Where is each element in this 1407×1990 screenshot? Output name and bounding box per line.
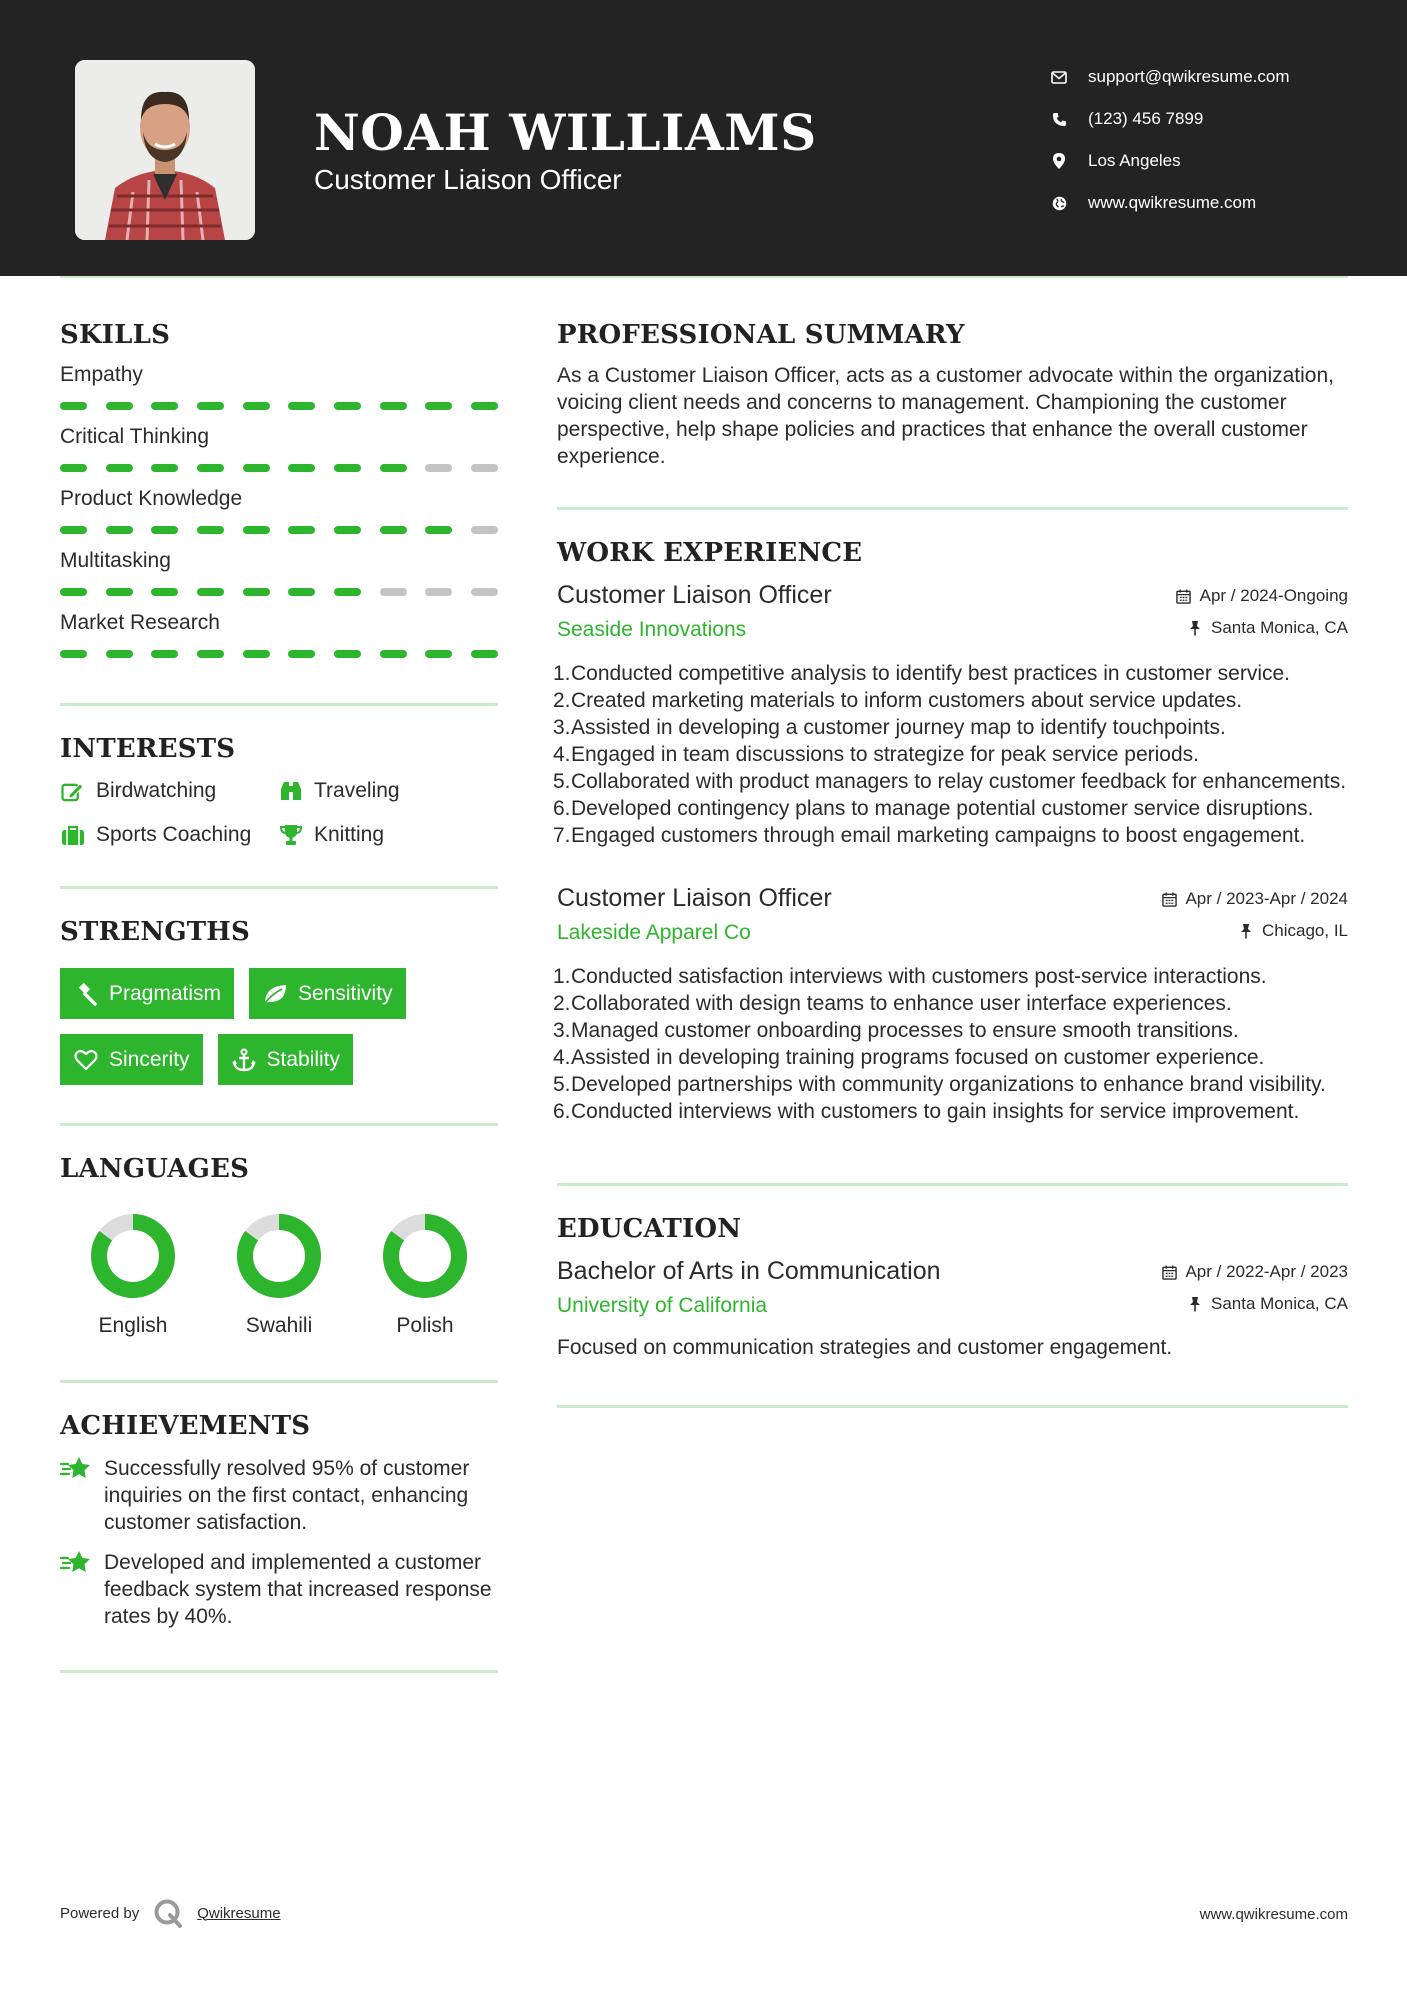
contact-phone[interactable] xyxy=(1050,98,1290,140)
contact-website[interactable] xyxy=(1050,182,1290,224)
powered-by-text: Powered by xyxy=(60,1904,140,1922)
bullet-text: Created marketing materials to inform customers about service updates. xyxy=(571,689,1243,712)
language-proficiency-donut xyxy=(89,1212,177,1300)
skill-dot-filled xyxy=(288,464,315,472)
skill-dot-filled xyxy=(334,526,361,534)
skill-dot-filled xyxy=(151,402,178,410)
bullet-text: Engaged customers through email marketing campaigns to boost engagement. xyxy=(571,824,1306,847)
bullet-number: 6. xyxy=(553,797,571,820)
interest-item xyxy=(278,776,478,806)
job-location xyxy=(1238,921,1348,941)
skill-dot-filled xyxy=(60,464,87,472)
job-date-text: Apr / 2023-Apr / 2024 xyxy=(1185,889,1348,908)
interests-divider xyxy=(60,886,498,889)
candidate-role: Customer Liaison Officer xyxy=(314,164,622,195)
skill-dot-filled xyxy=(197,464,224,472)
education-section xyxy=(557,1214,1348,1361)
skill-item xyxy=(60,609,498,658)
skill-item xyxy=(60,423,498,472)
job-bullets xyxy=(553,963,1348,1125)
interest-label: Sports Coaching xyxy=(96,823,252,846)
skill-dot-filled xyxy=(106,402,133,410)
languages-title: LANGUAGES xyxy=(60,1154,250,1184)
job-bullet xyxy=(553,1017,1348,1044)
bullet-text: Managed customer onboarding processes to ensure smooth transitions. xyxy=(571,1019,1239,1042)
skill-dot-filled xyxy=(60,588,87,596)
job-date xyxy=(1176,586,1348,606)
skill-dot-filled xyxy=(380,650,407,658)
language-item xyxy=(60,1212,206,1338)
skill-dot-filled xyxy=(151,464,178,472)
languages-list xyxy=(60,1212,498,1338)
job-bullet xyxy=(553,795,1348,822)
strength-badge xyxy=(218,1034,354,1085)
binoculars-icon xyxy=(278,779,303,804)
skill-dot-filled xyxy=(380,402,407,410)
skills-list xyxy=(60,361,498,658)
bullet-number: 6. xyxy=(553,1100,571,1123)
skill-level-bar xyxy=(60,650,498,658)
job-bullet xyxy=(553,963,1348,990)
language-item xyxy=(206,1212,352,1338)
leaf-icon xyxy=(262,981,288,1007)
skill-level-bar xyxy=(60,526,498,534)
education-date-text: Apr / 2022-Apr / 2023 xyxy=(1185,1262,1348,1281)
skill-item xyxy=(60,485,498,534)
skill-name: Market Research xyxy=(60,611,220,634)
experience-title: WORK EXPERIENCE xyxy=(557,538,863,568)
strength-label: Sensitivity xyxy=(298,981,393,1005)
job-bullet xyxy=(553,990,1348,1017)
contact-website-text: www.qwikresume.com xyxy=(1088,193,1257,212)
footer-powered-by xyxy=(60,1898,281,1928)
experience-divider xyxy=(557,1183,1348,1186)
job-bullet xyxy=(553,741,1348,768)
skill-dot-filled xyxy=(288,526,315,534)
skill-dot-filled xyxy=(288,650,315,658)
skill-dot-filled xyxy=(288,588,315,596)
bullet-text: Developed partnerships with community organizations to enhance brand visibility. xyxy=(571,1073,1326,1096)
achievement-item xyxy=(60,1455,498,1536)
skill-dot-filled xyxy=(380,526,407,534)
skill-dot-filled xyxy=(334,464,361,472)
achievements-divider xyxy=(60,1670,498,1673)
skill-dot-empty xyxy=(425,464,452,472)
bullet-text: Conducted interviews with customers to gain insights for service improvement. xyxy=(571,1100,1300,1123)
gavel-icon xyxy=(73,981,99,1007)
summary-title: PROFESSIONAL SUMMARY xyxy=(557,320,965,350)
bullet-number: 4. xyxy=(553,743,571,766)
skills-title: SKILLS xyxy=(60,320,171,350)
skill-dot-filled xyxy=(106,588,133,596)
language-name: English xyxy=(98,1314,168,1337)
trophy-icon xyxy=(278,823,303,848)
job-bullet xyxy=(553,1044,1348,1071)
bullet-text: Conducted competitive analysis to identify best practices in customer service. xyxy=(571,662,1290,685)
pushpin-icon xyxy=(1238,923,1254,939)
skills-section xyxy=(60,320,498,658)
experience-jobs xyxy=(553,578,1348,1125)
interest-label: Knitting xyxy=(314,823,385,846)
skill-dot-filled xyxy=(334,402,361,410)
bullet-number: 5. xyxy=(553,770,571,793)
phone-icon xyxy=(1050,110,1068,128)
pushpin-icon xyxy=(1187,620,1203,636)
skill-dot-filled xyxy=(243,402,270,410)
bullet-number: 1. xyxy=(553,965,571,988)
skill-dot-filled xyxy=(197,650,224,658)
job-bullet xyxy=(553,822,1348,849)
job-bullets xyxy=(553,660,1348,849)
languages-divider xyxy=(60,1380,498,1383)
strengths-section xyxy=(60,917,498,1085)
skill-dot-filled xyxy=(60,526,87,534)
skill-dot-filled xyxy=(151,588,178,596)
education-location-text: Santa Monica, CA xyxy=(1210,1294,1348,1313)
footer-website[interactable]: www.qwikresume.com xyxy=(1199,1906,1348,1923)
language-name: Polish xyxy=(396,1314,454,1337)
job-bullet xyxy=(553,660,1348,687)
skill-dot-filled xyxy=(60,402,87,410)
contact-location xyxy=(1050,140,1290,182)
suitcase-icon xyxy=(60,823,85,848)
achievement-text: Successfully resolved 95% of customer inquiries on the first contact, enhancing customer satisfaction. xyxy=(104,1457,470,1534)
star-icon xyxy=(60,1455,94,1483)
interest-label: Traveling xyxy=(314,779,400,802)
bullet-text: Assisted in developing a customer journey map to identify touchpoints. xyxy=(571,716,1226,739)
calendar-icon xyxy=(1161,1264,1177,1280)
achievement-item xyxy=(60,1549,498,1630)
contact-list xyxy=(1050,56,1290,224)
skill-dot-empty xyxy=(471,464,498,472)
skill-dot-filled xyxy=(380,464,407,472)
strength-label: Stability xyxy=(266,1047,341,1071)
skill-dot-empty xyxy=(425,588,452,596)
bullet-text: Collaborated with design teams to enhance user interface experiences. xyxy=(571,992,1232,1015)
bullet-number: 7. xyxy=(553,824,571,847)
skill-dot-filled xyxy=(243,526,270,534)
language-proficiency-donut xyxy=(381,1212,469,1300)
strength-label: Sincerity xyxy=(109,1047,190,1071)
job-bullet xyxy=(553,1098,1348,1125)
bullet-text: Collaborated with product managers to relay customer feedback for enhancements. xyxy=(571,770,1347,793)
language-name: Swahili xyxy=(245,1314,313,1337)
calendar-icon xyxy=(1176,588,1192,604)
skill-dot-filled xyxy=(151,526,178,534)
skill-dot-filled xyxy=(425,402,452,410)
resume-header xyxy=(0,0,1407,276)
star-icon xyxy=(60,1549,94,1577)
strength-badge xyxy=(249,968,406,1019)
skill-dot-filled xyxy=(243,464,270,472)
skill-dot-filled xyxy=(151,650,178,658)
languages-section xyxy=(60,1154,498,1338)
skill-dot-filled xyxy=(197,402,224,410)
bullet-number: 5. xyxy=(553,1073,571,1096)
skill-name: Critical Thinking xyxy=(60,425,209,448)
skill-item xyxy=(60,547,498,596)
skill-dot-filled xyxy=(197,588,224,596)
skill-dot-empty xyxy=(471,588,498,596)
skill-dot-filled xyxy=(106,464,133,472)
strength-badge xyxy=(60,1034,203,1085)
skill-dot-filled xyxy=(425,526,452,534)
job-date-text: Apr / 2024-Ongoing xyxy=(1199,586,1348,605)
skill-dot-filled xyxy=(243,650,270,658)
achievements-section xyxy=(60,1411,498,1630)
skill-name: Product Knowledge xyxy=(60,487,243,510)
summary-section xyxy=(557,320,1348,470)
skill-dot-filled xyxy=(425,650,452,658)
bullet-number: 4. xyxy=(553,1046,571,1069)
job-bullet xyxy=(553,1071,1348,1098)
education-location xyxy=(1187,1294,1348,1314)
globe-icon xyxy=(1050,194,1068,212)
job-company: Seaside Innovations xyxy=(557,618,747,641)
strengths-title: STRENGTHS xyxy=(60,917,251,947)
skill-level-bar xyxy=(60,464,498,472)
education-divider xyxy=(557,1405,1348,1408)
bullet-number: 2. xyxy=(553,689,571,712)
job-bullet xyxy=(553,687,1348,714)
bullet-text: Conducted satisfaction interviews with customers post-service interactions. xyxy=(571,965,1267,988)
skill-name: Multitasking xyxy=(60,549,171,572)
right-column xyxy=(553,320,1348,1408)
job-location-text: Santa Monica, CA xyxy=(1210,618,1348,637)
qwikresume-logo-icon xyxy=(153,1898,183,1928)
skill-dot-filled xyxy=(243,588,270,596)
education-description: Focused on communication strategies and customer engagement. xyxy=(557,1336,1173,1359)
skill-level-bar xyxy=(60,402,498,410)
calendar-icon xyxy=(1161,891,1177,907)
education-entry xyxy=(557,1254,1348,1361)
left-column xyxy=(60,320,498,1673)
interest-item xyxy=(60,776,278,806)
achievements-title: ACHIEVEMENTS xyxy=(60,1411,311,1441)
strength-badge xyxy=(60,968,234,1019)
skill-dot-empty xyxy=(471,526,498,534)
interest-item xyxy=(60,820,278,850)
skill-dot-filled xyxy=(106,526,133,534)
envelope-icon xyxy=(1050,68,1068,86)
skill-dot-filled xyxy=(288,402,315,410)
job-bullet xyxy=(553,714,1348,741)
bullet-number: 2. xyxy=(553,992,571,1015)
map-marker-icon xyxy=(1050,152,1068,170)
bullet-text: Developed contingency plans to manage potential customer service disruptions. xyxy=(571,797,1314,820)
strengths-divider xyxy=(60,1123,498,1126)
interests-section xyxy=(60,734,498,850)
qwikresume-link[interactable]: Qwikresume xyxy=(197,1904,281,1922)
job-entry xyxy=(553,881,1348,1125)
job-location-text: Chicago, IL xyxy=(1262,921,1348,940)
bullet-text: Assisted in developing training programs focused on customer experience. xyxy=(571,1046,1265,1069)
job-bullet xyxy=(553,768,1348,795)
contact-phone-text: (123) 456 7899 xyxy=(1088,109,1204,128)
skill-dot-filled xyxy=(60,650,87,658)
anchor-icon xyxy=(231,1047,257,1073)
bullet-number: 3. xyxy=(553,716,571,739)
bullet-number: 3. xyxy=(553,1019,571,1042)
interests-grid xyxy=(60,776,498,850)
interest-label: Birdwatching xyxy=(96,779,217,802)
education-date xyxy=(1161,1262,1348,1282)
contact-email[interactable] xyxy=(1050,56,1290,98)
interests-title: INTERESTS xyxy=(60,734,236,764)
profile-photo xyxy=(75,60,255,240)
skill-dot-filled xyxy=(471,402,498,410)
skill-dot-empty xyxy=(380,588,407,596)
experience-section xyxy=(553,538,1348,1125)
summary-divider xyxy=(557,507,1348,510)
skill-dot-filled xyxy=(197,526,224,534)
contact-email-text: support@qwikresume.com xyxy=(1088,67,1290,86)
school-name: University of California xyxy=(557,1294,768,1317)
bullet-text: Engaged in team discussions to strategize for peak service periods. xyxy=(571,743,1200,766)
skill-dot-filled xyxy=(334,650,361,658)
job-title: Customer Liaison Officer xyxy=(557,884,832,912)
language-proficiency-donut xyxy=(235,1212,323,1300)
skill-name: Empathy xyxy=(60,363,143,386)
job-company: Lakeside Apparel Co xyxy=(557,921,751,944)
skill-item xyxy=(60,361,498,410)
strength-label: Pragmatism xyxy=(109,981,222,1005)
skill-dot-filled xyxy=(106,650,133,658)
interest-item xyxy=(278,820,478,850)
candidate-name: NOAH WILLIAMS xyxy=(314,103,817,162)
job-title: Customer Liaison Officer xyxy=(557,581,832,609)
skill-dot-filled xyxy=(471,650,498,658)
summary-text: As a Customer Liaison Officer, acts as a customer advocate within the organization, voicing client needs and concerns to management. Championing the customer perspective, help shape policies and practices that enhance the overall customer experience. xyxy=(557,364,1334,468)
skill-dot-filled xyxy=(334,588,361,596)
job-location xyxy=(1187,618,1348,638)
heart-icon xyxy=(73,1047,99,1073)
education-title: EDUCATION xyxy=(557,1214,742,1244)
edit-icon xyxy=(60,779,85,804)
job-date xyxy=(1161,889,1348,909)
degree-title: Bachelor of Arts in Communication xyxy=(557,1257,941,1285)
job-entry xyxy=(553,578,1348,849)
strengths-list xyxy=(60,968,498,1085)
achievement-text: Developed and implemented a customer feedback system that increased response rates by 40%. xyxy=(104,1551,492,1628)
language-item xyxy=(352,1212,498,1338)
header-accent-line xyxy=(60,276,1348,278)
skills-divider xyxy=(60,703,498,706)
contact-location-text: Los Angeles xyxy=(1088,151,1181,170)
pushpin-icon xyxy=(1187,1296,1203,1312)
skill-level-bar xyxy=(60,588,498,596)
bullet-number: 1. xyxy=(553,662,571,685)
